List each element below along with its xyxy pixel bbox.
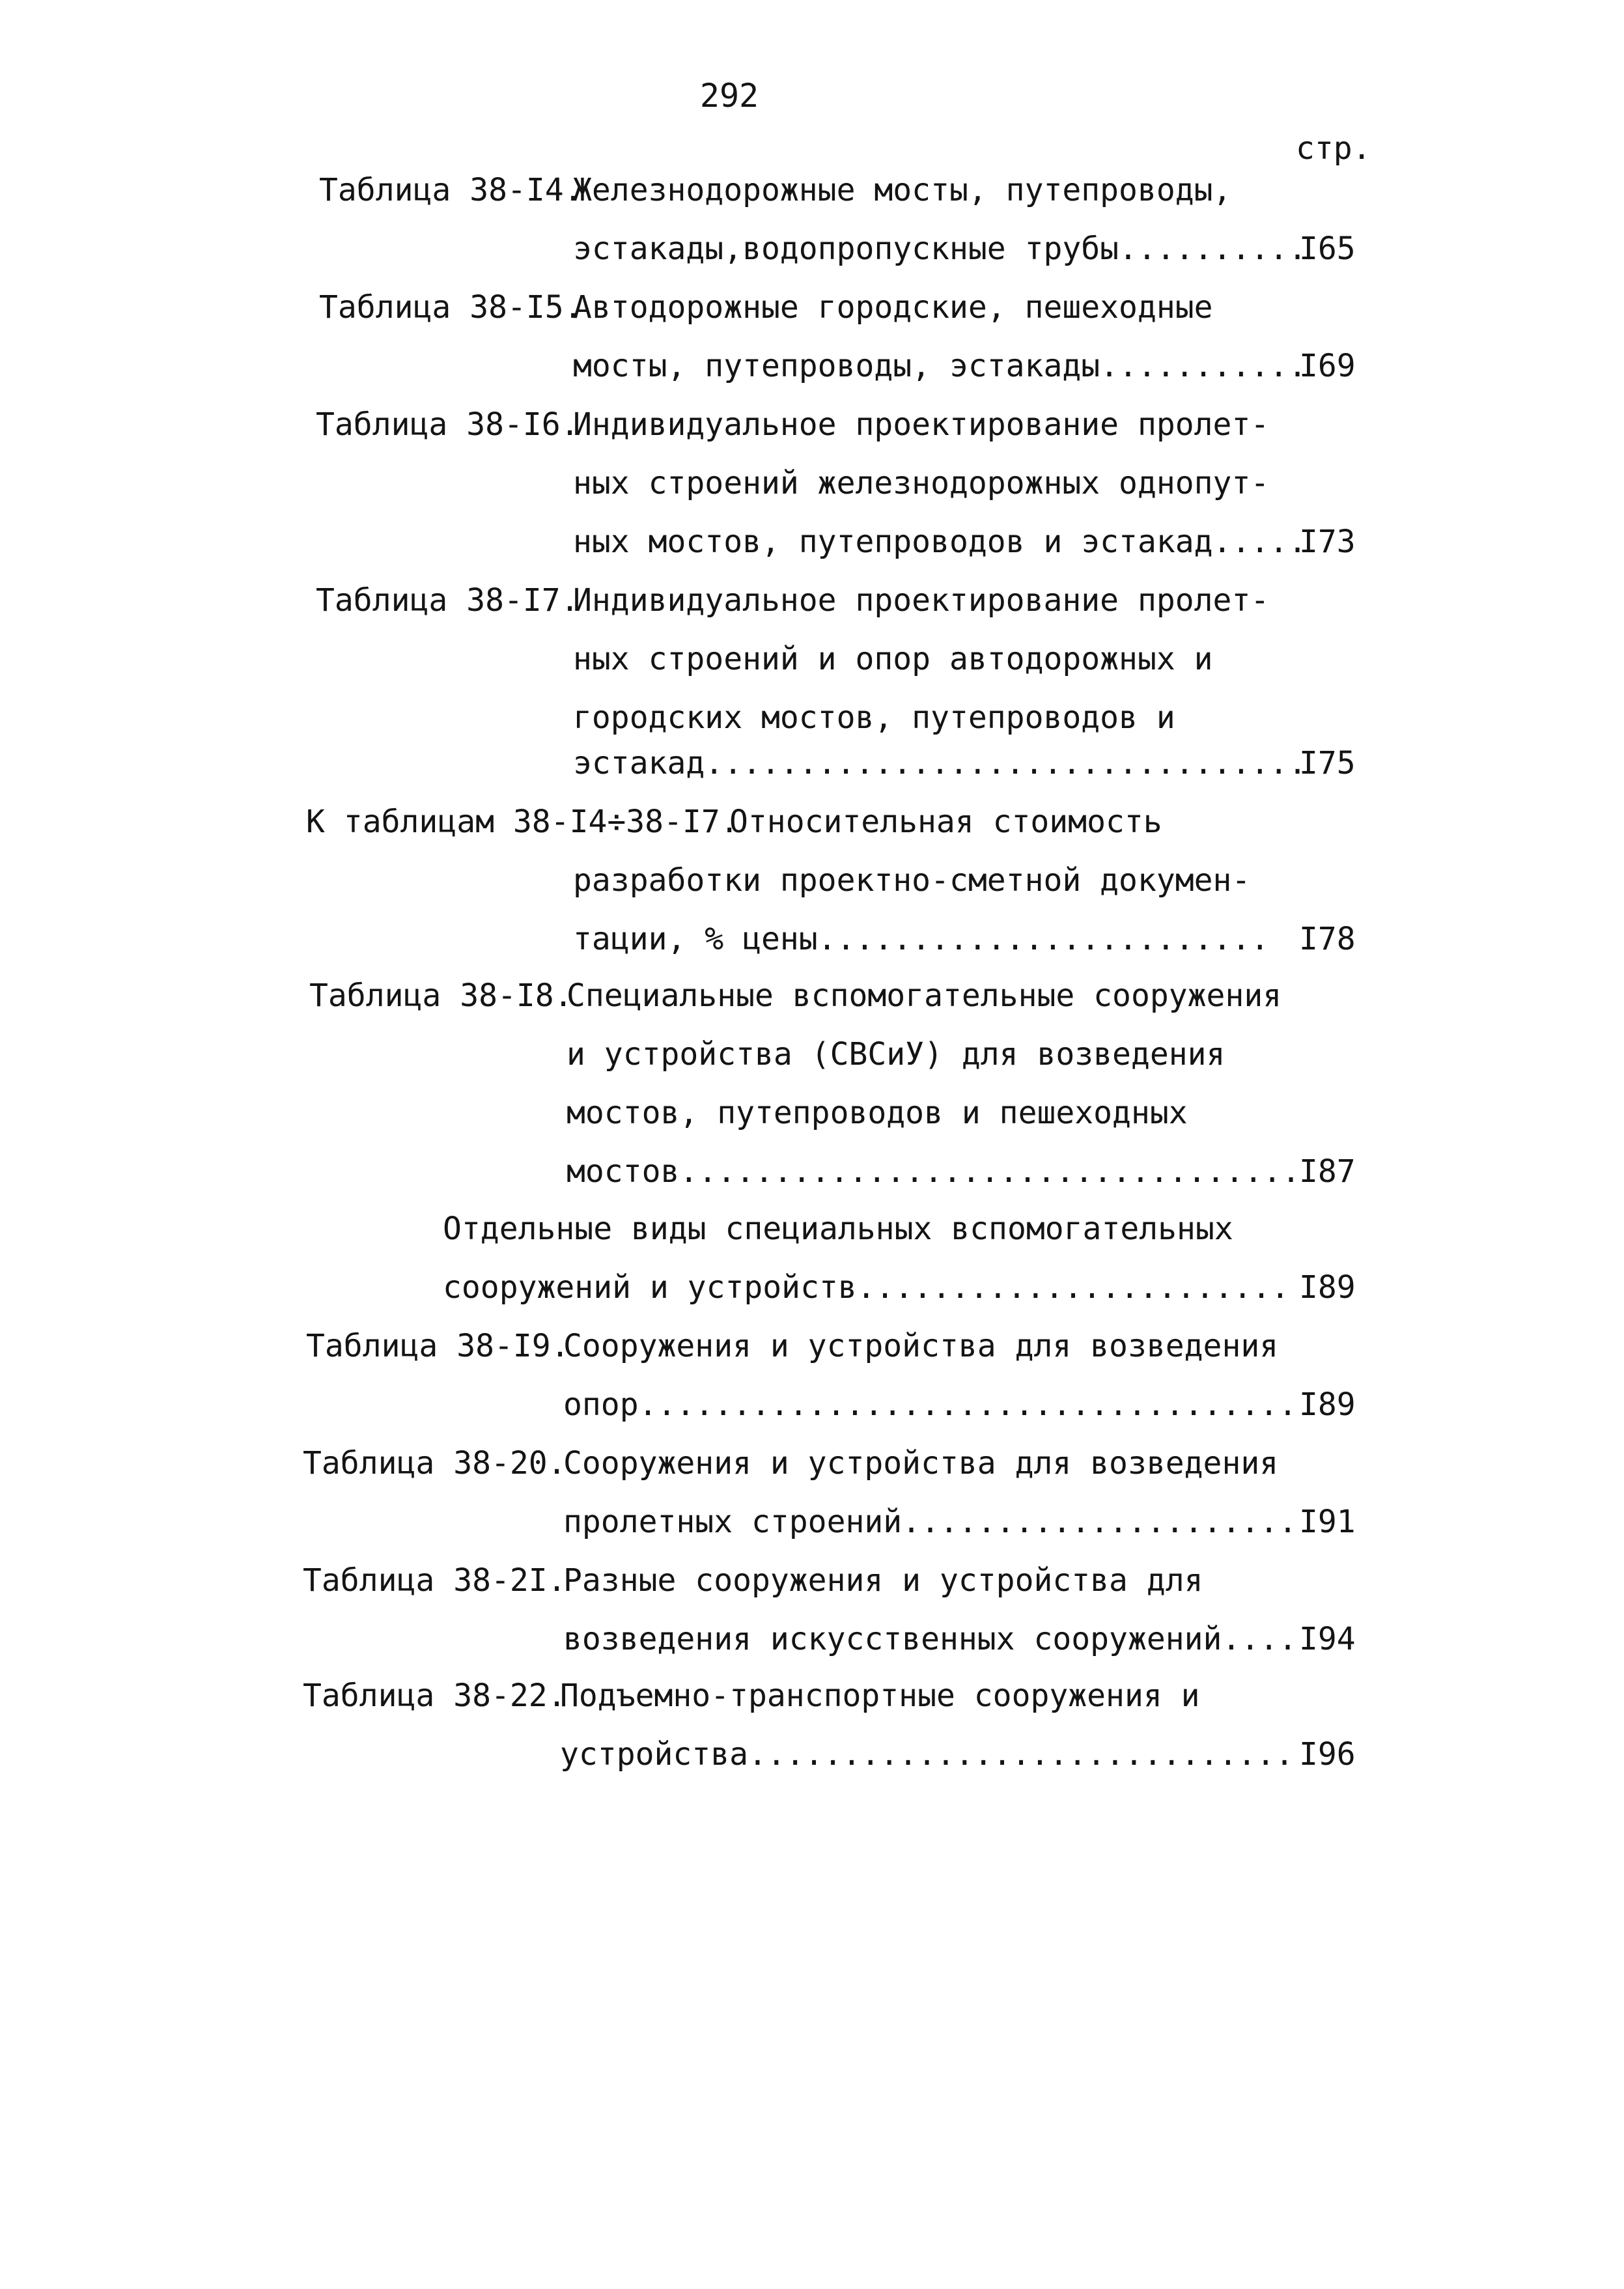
toc-entry-text: Автодорожные городские, пешеходные xyxy=(573,289,1213,326)
toc-page-ref: I87 xyxy=(1299,1153,1356,1190)
toc-entry-label: Таблица 38-I6. xyxy=(316,406,580,443)
toc-entry-label: Таблица 38-I9. xyxy=(306,1328,570,1364)
toc-entry-text: устройства............................. xyxy=(560,1736,1295,1773)
toc-entry-text: ных строений железнодорожных однопут- xyxy=(573,465,1270,501)
toc-entry-label: Таблица 38-2I. xyxy=(303,1562,567,1599)
toc-entry-text: мостов, путепроводов и пешеходных xyxy=(567,1095,1188,1131)
toc-entry-label: Таблица 38-22. xyxy=(303,1678,567,1714)
toc-entry-text: возведения искусственных сооружений.... xyxy=(563,1621,1298,1657)
toc-entry-text: Индивидуальное проектирование пролет- xyxy=(573,582,1270,619)
toc-entry-label: Таблица 38-I8. xyxy=(309,977,573,1014)
toc-entry-label: Таблица 38-20. xyxy=(303,1445,567,1482)
toc-entry-text: Сооружения и устройства для возведения xyxy=(563,1445,1279,1482)
toc-entry-text: опор................................... xyxy=(563,1386,1298,1423)
toc-entry-text: эстакад................................ xyxy=(573,745,1308,781)
toc-entry-text: Сооружения и устройства для возведения xyxy=(563,1328,1279,1364)
toc-page-ref: I78 xyxy=(1299,921,1356,957)
toc-entry-text: ных мостов, путепроводов и эстакад..... xyxy=(573,524,1308,560)
toc-page-ref: I89 xyxy=(1299,1269,1356,1306)
toc-entry-text: Индивидуальное проектирование пролет- xyxy=(573,406,1270,443)
toc-entry-text: и устройства (СВСиУ) для возведения xyxy=(567,1036,1225,1073)
page-number: 292 xyxy=(699,77,759,115)
toc-entry-label: Таблица 38-I5. xyxy=(319,289,583,326)
toc-entry-text: Отдельные виды специальных вспомогательных xyxy=(443,1211,1233,1247)
toc-page-ref: I65 xyxy=(1299,231,1356,267)
toc-entry-text: разработки проектно-сметной докумен- xyxy=(573,862,1251,899)
toc-page-ref: I91 xyxy=(1299,1504,1356,1540)
toc-entry-text: эстакады,водопропускные трубы.......... xyxy=(573,231,1308,267)
toc-entry-text: сооружений и устройств....................... xyxy=(443,1269,1290,1306)
toc-entry-label: Таблица 38-I4. xyxy=(319,172,583,208)
toc-entry-text: мосты, путепроводы, эстакады........... xyxy=(573,348,1308,384)
toc-entry-text: пролетных строений..................... xyxy=(563,1504,1298,1540)
toc-page-ref: I94 xyxy=(1299,1621,1356,1657)
toc-entry-text: городских мостов, путепроводов и xyxy=(573,699,1175,736)
toc-entry-text: тации, % цены........................ xyxy=(573,921,1270,957)
toc-entry-text: Железнодорожные мосты, путепроводы, xyxy=(573,172,1232,208)
toc-entry-text: Разные сооружения и устройства для xyxy=(563,1562,1203,1599)
toc-entry-label: Таблица 38-I7. xyxy=(316,582,580,619)
toc-page-ref: I96 xyxy=(1299,1736,1356,1773)
toc-page-ref: I73 xyxy=(1299,524,1356,560)
toc-entry-text: Подъемно-транспортные сооружения и xyxy=(560,1678,1200,1714)
toc-entry-text: ных строений и опор автодорожных и xyxy=(573,641,1213,677)
toc-entry-text: мостов................................. xyxy=(567,1153,1301,1190)
toc-page-ref: I75 xyxy=(1299,745,1356,781)
toc-entry-text: Специальные вспомогательные сооружения xyxy=(567,977,1282,1014)
page-column-header: стр. xyxy=(1296,130,1371,167)
toc-entry-text: Относительная стоимость xyxy=(729,804,1162,840)
toc-page-ref: I69 xyxy=(1299,348,1356,384)
toc-page-ref: I89 xyxy=(1299,1386,1356,1423)
toc-entry-label: К таблицам 38-I4÷38-I7. xyxy=(306,804,739,840)
